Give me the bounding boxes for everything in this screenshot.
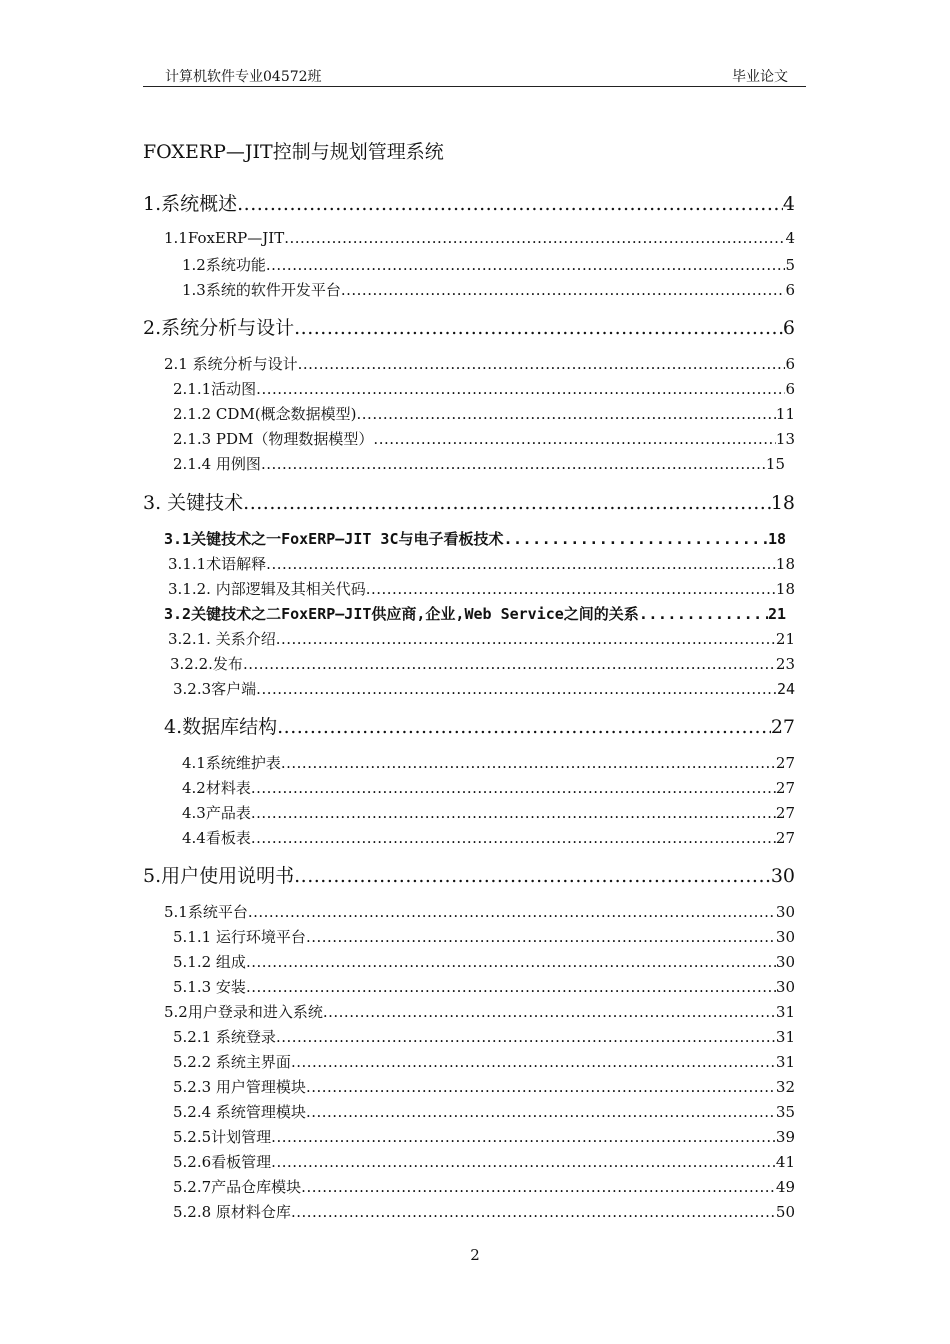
toc-leader <box>251 829 776 847</box>
toc-entry-title: 5.2.7产品仓库模块 <box>173 1178 302 1196</box>
toc-leader <box>323 1003 776 1021</box>
toc-entry[interactable] <box>168 628 795 649</box>
toc-entry[interactable] <box>164 353 795 374</box>
toc-leader <box>291 1203 776 1221</box>
toc-entry-page: 24 <box>776 680 795 698</box>
toc-leader <box>504 530 768 548</box>
toc-entry-title: 3.2.2.发布 <box>170 655 243 673</box>
toc-leader <box>243 655 776 673</box>
toc-entry[interactable] <box>173 1176 795 1197</box>
toc-entry-page: 30 <box>770 865 795 887</box>
toc-entry-page: 18 <box>775 580 795 598</box>
toc-leader <box>281 754 776 772</box>
toc-entry-page: 27 <box>775 804 795 822</box>
toc-entry[interactable] <box>173 1051 795 1072</box>
toc-entry-title: 4.2材料表 <box>182 779 251 797</box>
toc-entry[interactable] <box>164 1001 795 1022</box>
document-title: FOXERP—JIT控制与规划管理系统 <box>143 141 444 163</box>
toc-entry-title: 5.2用户登录和进入系统 <box>164 1003 323 1021</box>
toc-leader <box>291 1053 776 1071</box>
toc-leader <box>639 605 768 623</box>
toc-entry-title: 5.2.5计划管理 <box>173 1128 272 1146</box>
toc-entry-title: 5.2.3 用户管理模块 <box>173 1078 306 1096</box>
toc-leader <box>256 380 785 398</box>
toc-leader <box>294 865 771 887</box>
toc-entry[interactable] <box>173 976 795 997</box>
toc-entry[interactable] <box>182 777 795 798</box>
toc-entry-page: 18 <box>770 492 795 514</box>
toc-entry-title: 5.2.8 原材料仓库 <box>173 1203 291 1221</box>
toc-leader <box>246 953 776 971</box>
toc-leader <box>294 317 783 339</box>
toc-entry-title: 2.1.1活动图 <box>173 380 257 398</box>
toc-leader <box>251 779 776 797</box>
toc-leader <box>266 256 786 274</box>
toc-leader <box>266 555 776 573</box>
toc-entry-title: 2.1.2 CDM(概念数据模型) <box>173 405 357 423</box>
toc-entry-title: 5.1.3 安装 <box>173 978 246 996</box>
toc-leader <box>237 193 783 215</box>
toc-entry[interactable] <box>173 403 795 424</box>
toc-leader <box>248 903 776 921</box>
toc-entry-title: 5.1.1 运行环境平台 <box>173 928 306 946</box>
toc-entry-title: 5.1系统平台 <box>164 903 248 921</box>
toc-entry[interactable] <box>164 229 795 247</box>
toc-leader <box>306 928 776 946</box>
toc-entry-page: 13 <box>775 430 795 448</box>
toc-entry-title: 3.1.2. 内部逻辑及其相关代码 <box>168 580 366 598</box>
toc-entry-page: 30 <box>775 903 795 921</box>
toc-entry-title: 5.1.2 组成 <box>173 953 246 971</box>
toc-entry[interactable] <box>173 453 785 474</box>
toc-entry[interactable] <box>173 428 795 449</box>
toc-entry[interactable] <box>173 1201 795 1222</box>
toc-entry-title: 3.1关键技术之一FoxERP—JIT 3C与电子看板技术 <box>164 530 504 548</box>
toc-entry-page: 30 <box>775 953 795 971</box>
toc-entry[interactable] <box>164 712 795 739</box>
toc-entry-page: 39 <box>775 1128 795 1146</box>
toc-entry[interactable] <box>182 752 795 773</box>
toc-entry-page: 27 <box>775 779 795 797</box>
toc-leader <box>256 680 777 698</box>
toc-entry-page: 5 <box>785 256 795 274</box>
toc-entry-title: 5.2.6看板管理 <box>173 1153 272 1171</box>
toc-entry-page: 27 <box>775 754 795 772</box>
toc-entry-title: 4.1系统维护表 <box>182 754 281 772</box>
toc-entry[interactable] <box>182 279 795 300</box>
toc-entry[interactable] <box>173 1076 795 1097</box>
toc-entry-title: 3.1.1术语解释 <box>168 555 267 573</box>
toc-leader <box>277 716 771 738</box>
toc-entry-title: 1.1FoxERP—JIT <box>164 229 285 247</box>
toc-entry-page: 18 <box>767 530 786 548</box>
header-doc-type: 毕业论文 <box>732 69 788 85</box>
header-class-label: 计算机软件专业04572班 <box>165 69 322 85</box>
toc-leader <box>366 580 776 598</box>
toc-entry[interactable] <box>182 802 795 823</box>
toc-entry[interactable] <box>143 861 795 888</box>
toc-leader <box>357 405 776 423</box>
toc-entry-page: 41 <box>775 1153 795 1171</box>
toc-entry-title: 1.系统概述 <box>143 193 238 215</box>
toc-entry[interactable] <box>173 678 795 699</box>
toc-leader <box>373 430 775 448</box>
toc-entry-title: 5.2.4 系统管理模块 <box>173 1103 306 1121</box>
toc-entry-title: 4.数据库结构 <box>164 716 278 738</box>
toc-entry-page: 50 <box>775 1203 795 1221</box>
toc-entry-page: 6 <box>782 317 795 339</box>
toc-entry-page: 31 <box>775 1028 795 1046</box>
toc-entry-title: 1.2系统功能 <box>182 256 266 274</box>
toc-entry[interactable] <box>143 488 795 515</box>
toc-entry-title: 5.2.2 系统主界面 <box>173 1053 291 1071</box>
toc-entry[interactable] <box>173 951 795 972</box>
toc-entry-page: 31 <box>775 1053 795 1071</box>
page-header <box>143 62 806 87</box>
toc-entry-page: 49 <box>775 1178 795 1196</box>
toc-entry[interactable] <box>173 1101 795 1122</box>
toc-entry[interactable] <box>168 578 795 599</box>
toc-entry[interactable] <box>182 254 795 275</box>
toc-leader <box>271 1153 776 1171</box>
toc-entry-page: 4 <box>785 229 795 247</box>
toc-entry-title: 4.3产品表 <box>182 804 251 822</box>
toc-leader <box>306 1103 776 1121</box>
toc-entry-title: 5.2.1 系统登录 <box>173 1028 276 1046</box>
toc-entry-title: 5.用户使用说明书 <box>143 865 295 887</box>
toc-leader <box>251 804 776 822</box>
toc-entry-page: 27 <box>775 829 795 847</box>
toc-entry-page: 15 <box>765 455 785 473</box>
page-number: 2 <box>470 1246 480 1264</box>
toc-entry[interactable] <box>168 553 795 574</box>
toc-entry[interactable] <box>143 313 795 340</box>
toc-leader <box>246 978 776 996</box>
toc-entry[interactable] <box>143 189 795 216</box>
toc-leader <box>276 630 776 648</box>
toc-entry-title: 2.1.4 用例图 <box>173 455 261 473</box>
toc-entry[interactable] <box>164 528 786 549</box>
toc-entry-page: 23 <box>775 655 795 673</box>
toc-entry-page: 30 <box>775 928 795 946</box>
toc-entry[interactable] <box>173 1126 795 1147</box>
toc-leader <box>261 455 766 473</box>
toc-leader <box>243 492 771 514</box>
toc-entry[interactable] <box>170 653 795 674</box>
toc-entry[interactable] <box>173 926 795 947</box>
toc-entry-page: 27 <box>770 716 795 738</box>
toc-leader <box>276 1028 776 1046</box>
toc-entry-page: 35 <box>775 1103 795 1121</box>
toc-leader <box>271 1128 776 1146</box>
toc-entry-title: 1.3系统的软件开发平台 <box>182 281 341 299</box>
toc-leader <box>306 1078 776 1096</box>
toc-entry-title: 2.1 系统分析与设计 <box>164 355 298 373</box>
toc-entry[interactable] <box>173 1151 795 1172</box>
toc-entry-page: 6 <box>785 355 795 373</box>
toc-leader <box>298 355 786 373</box>
toc-entry-title: 4.4看板表 <box>182 829 251 847</box>
toc-entry-title: 2.1.3 PDM（物理数据模型） <box>173 430 374 448</box>
toc-entry-page: 6 <box>785 380 795 398</box>
toc-entry-page: 18 <box>775 555 795 573</box>
toc-entry-page: 21 <box>775 630 795 648</box>
toc-entry[interactable] <box>182 827 795 848</box>
toc-entry-page: 31 <box>775 1003 795 1021</box>
toc-entry-title: 3.2关键技术之二FoxERP—JIT供应商,企业,Web Service之间的关系 <box>164 605 639 623</box>
toc-leader <box>301 1178 776 1196</box>
toc-entry[interactable] <box>173 1026 795 1047</box>
toc-entry-page: 21 <box>767 605 786 623</box>
toc-entry[interactable] <box>173 378 795 399</box>
toc-entry-page: 32 <box>775 1078 795 1096</box>
toc-leader <box>341 281 786 299</box>
toc-entry-title: 3.2.1. 关系介绍 <box>168 630 276 648</box>
toc-entry-page: 6 <box>785 281 795 299</box>
toc-entry-page: 11 <box>775 405 795 423</box>
toc-entry[interactable] <box>164 901 795 922</box>
toc-entry-page: 4 <box>782 193 795 215</box>
toc-entry-page: 30 <box>775 978 795 996</box>
toc-entry[interactable] <box>164 603 786 624</box>
toc-entry-title: 2.系统分析与设计 <box>143 317 295 339</box>
toc-entry-title: 3.2.3客户端 <box>173 680 257 698</box>
toc-entry-title: 3. 关键技术 <box>143 492 244 514</box>
toc-leader <box>284 229 785 247</box>
